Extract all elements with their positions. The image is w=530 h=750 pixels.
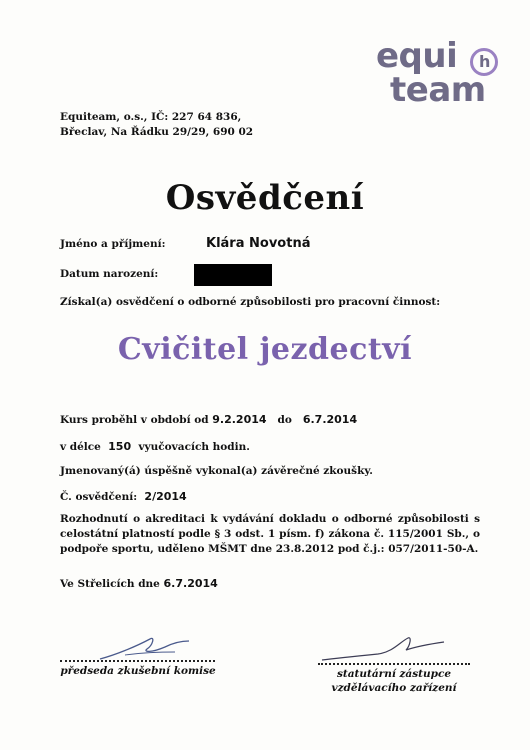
place-prefix: Ve Střelicích dne: [60, 578, 160, 590]
profession-title: Cvičitel jezdectví: [117, 332, 413, 367]
qualification-text: Získal(a) osvědčení o odborné způsobilosti pro pracovní činnost:: [60, 296, 441, 308]
length-prefix: v délce: [60, 441, 101, 453]
name-label: Jméno a příjmení:: [60, 238, 166, 250]
name-value: Klára Novotná: [206, 236, 311, 251]
logo-text-line1: equi: [376, 36, 458, 76]
exam-text: Jmenovaný(á) úspěšně vykonal(a) závěrečné zkoušky.: [60, 465, 373, 477]
org-line1: Equiteam, o.s., IČ: 227 64 836,: [60, 111, 242, 123]
birth-label: Datum narození:: [60, 268, 159, 280]
date-to: 6.7.2014: [302, 413, 358, 426]
accreditation-decision: Rozhodnutí o akreditaci k vydávání dokladu o odborné způsobilosti s celostátní platností podle § 3 odst. 1 písm. f) zákona č. 115/2001 Sb., o podpoře sportu, uděleno MŠMT dne 23.8.2012 pod č.j.: 057/2011-50-A.: [60, 513, 480, 555]
statutory-label-line1: statutární zástupce: [336, 668, 452, 680]
certificate-number: [60, 490, 187, 503]
statutory-signature-scribble: [318, 632, 448, 666]
hours-value: 150: [108, 440, 132, 453]
equiteam-logo: [372, 36, 502, 110]
chair-signature-scribble: [95, 625, 195, 665]
period-prefix: Kurs proběhl v období od: [60, 414, 209, 426]
redacted-birthdate: [194, 264, 272, 286]
cert-no-label: Č. osvědčení:: [60, 491, 138, 503]
chair-signature-label: předseda zkušební komise: [60, 665, 216, 677]
statutory-label-line2: vzdělávacího zařízení: [331, 682, 457, 694]
place-date: [60, 577, 218, 590]
statutory-signature-line: [318, 663, 470, 665]
date-from: 9.2.2014: [212, 413, 267, 426]
chair-signature-line: [60, 660, 215, 662]
place-date-value: 6.7.2014: [163, 577, 218, 590]
document-title: Osvědčení: [165, 178, 365, 218]
organization-info: [60, 110, 253, 140]
statutory-signature-label: [302, 667, 486, 695]
course-period: [60, 413, 357, 426]
cert-no-value: 2/2014: [144, 490, 187, 503]
period-mid: do: [277, 414, 292, 426]
course-length: [60, 440, 250, 453]
logo-badge-letter: h: [479, 52, 491, 71]
org-line2: Břeclav, Na Řádku 29/29, 690 02: [60, 126, 254, 138]
logo-text-line2: team: [390, 70, 486, 110]
length-suffix: vyučovacích hodin.: [138, 441, 250, 453]
